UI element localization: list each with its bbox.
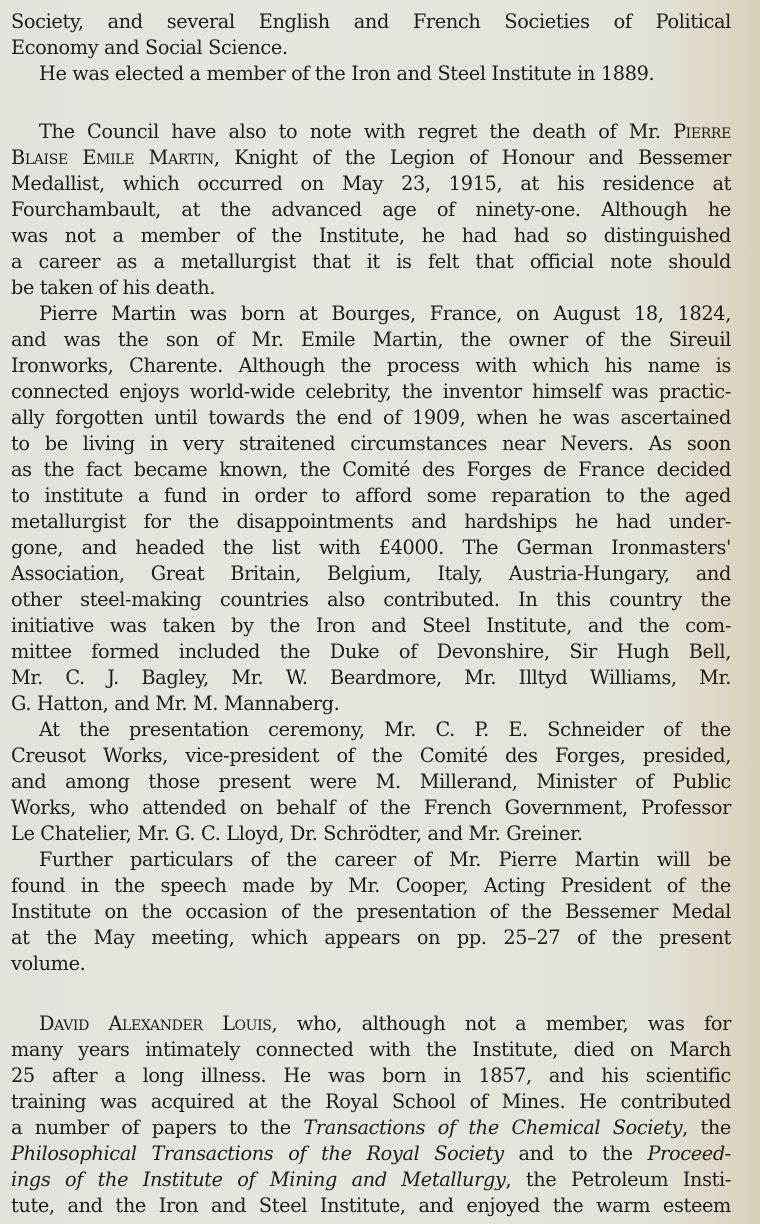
text-line: Society, and several English and French Societies of Political [11,10,731,33]
person-name-smallcaps: Blaise Emile Martin [11,146,214,169]
journal-title-italic: Transactions of the Chemical Society [303,1116,683,1139]
text-line: and was the son of Mr. Emile Martin, the owner of the Sireuil [11,328,731,351]
text-run: and to the [503,1142,648,1165]
text-run: a number of papers to the [11,1116,304,1139]
text-line [11,1116,731,1140]
text-run: , the [682,1116,731,1139]
text-line: Medallist, which occurred on May 23, 1915, at his residence at [11,172,731,195]
text-line: to be living in very straitened circumstances near Nevers. As soon [11,432,731,455]
text-line: Further particulars of the career of Mr. Pierre Martin will be [39,848,731,871]
journal-title-italic: Proceed- [647,1142,731,1165]
text-run: The Council have also to note with regret the death of Mr. [39,120,674,143]
person-name-smallcaps: David Alexander Louis [39,1012,272,1035]
text-line: Institute on the occasion of the presentation of the Bessemer Medal [11,900,731,923]
text-line: gone, and headed the list with £4000. The German Ironmasters' [11,536,731,559]
text-line: found in the speech made by Mr. Cooper, Acting President of the [11,874,731,897]
journal-title-italic: ings of the Institute of Mining and Metallurgy [11,1168,506,1191]
text-line: a career as a metallurgist that it is felt that official note should [11,250,731,273]
person-name-smallcaps: Pierre [673,120,731,143]
text-line: at the May meeting, which appears on pp. 25–27 of the present [11,926,731,949]
text-line: Ironworks, Charente. Although the process with which his name is [11,354,731,377]
text-line: connected enjoys world-wide celebrity, the inventor himself was practic- [11,380,731,403]
text-line: tute, and the Iron and Steel Institute, and enjoyed the warm esteem [11,1194,731,1217]
text-line [11,1142,731,1166]
text-line: Economy and Social Science. [11,36,288,59]
text-line: Works, who attended on behalf of the French Government, Professor [11,796,731,819]
text-line: to institute a fund in order to afford some reparation to the aged [11,484,731,507]
text-line: 25 after a long illness. He was born in 1857, and his scientific [11,1064,731,1087]
text-line: He was elected a member of the Iron and Steel Institute in 1889. [39,62,655,85]
text-line: was not a member of the Institute, he had had so distinguished [11,224,731,247]
text-line: mittee formed included the Duke of Devonshire, Sir Hugh Bell, [11,640,731,663]
text-run: , the Petroleum Insti- [505,1168,731,1191]
text-line: initiative was taken by the Iron and Steel Institute, and the com- [11,614,731,637]
text-line: and among those present were M. Millerand, Minister of Public [11,770,731,793]
text-line [39,1012,731,1036]
text-line: many years intimately connected with the Institute, died on March [11,1038,731,1061]
text-line [39,120,731,144]
text-line: other steel-making countries also contributed. In this country the [11,588,731,611]
text-line: At the presentation ceremony, Mr. C. P. E. Schneider of the [39,718,731,741]
text-line: be taken of his death. [11,276,216,299]
text-line: ally forgotten until towards the end of 1909, when he was ascertained [11,406,731,429]
text-line [11,1168,731,1192]
text-run: , who, although not a member, was for [271,1012,731,1035]
text-line: Fourchambault, at the advanced age of ninety-one. Although he [11,198,731,221]
text-line: volume. [11,952,86,975]
text-line: training was acquired at the Royal School of Mines. He contributed [11,1090,731,1113]
text-line: metallurgist for the disappointments and hardships he had under- [11,510,731,533]
text-line: as the fact became known, the Comité des Forges de France decided [11,458,731,481]
text-line: Creusot Works, vice-president of the Comité des Forges, presided, [11,744,731,767]
text-line: Le Chatelier, Mr. G. C. Lloyd, Dr. Schrödter, and Mr. Greiner. [11,822,583,845]
text-line: Association, Great Britain, Belgium, Italy, Austria-Hungary, and [11,562,731,585]
text-line [11,146,731,170]
journal-title-italic: Philosophical Transactions of the Royal Society [11,1142,504,1165]
text-line: G. Hatton, and Mr. M. Mannaberg. [11,692,340,715]
text-line: Pierre Martin was born at Bourges, France, on August 18, 1824, [39,302,731,325]
text-run: , Knight of the Legion of Honour and Bessemer [213,146,732,169]
text-line: Mr. C. J. Bagley, Mr. W. Beardmore, Mr. Illtyd Williams, Mr. [11,666,731,689]
